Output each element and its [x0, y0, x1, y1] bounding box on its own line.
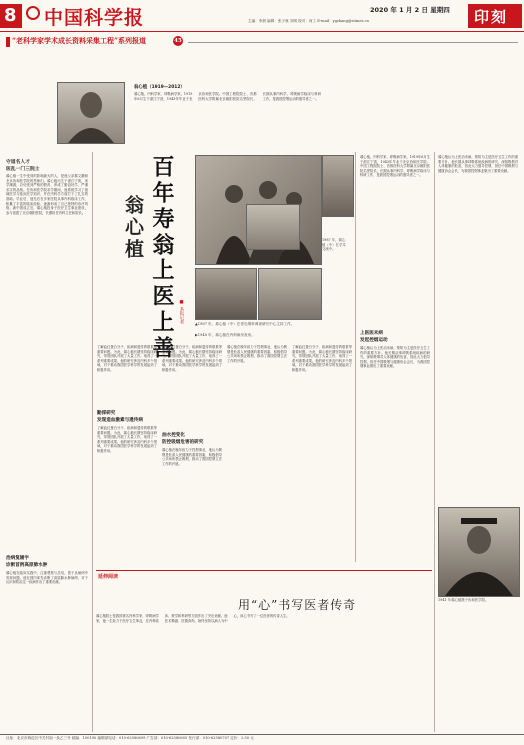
bottom-section-rule: [96, 570, 432, 571]
ward-photo: [258, 268, 322, 320]
headline-title-2: 上医上善: [149, 258, 175, 362]
left-heading-sub: 医乱一门三院士: [6, 166, 40, 172]
editors-line: 主编：李晨 编辑：张子航 刘琪 校对：何工 E-mail：ygzhang@stimes.cn: [248, 19, 369, 23]
middle-heading-sub: 发现造血激素与遗传病: [97, 418, 143, 423]
middle-heading2-sub: 防控吸烟危害的研究: [162, 440, 204, 445]
middle-body-4: 翁心植在晚年致力于控烟事业，他认为吸烟是危害人民健康的重要因素，积极倡导公共场所禁止吸烟，推动了我国控烟立法工作的开展。: [162, 448, 222, 466]
group2-caption: ▶1948 年，翁心植在内科病房查房。: [195, 333, 255, 337]
middle-heading: 勤探研究: [97, 411, 116, 416]
bottom-label: 延伸阅读: [98, 574, 119, 580]
left-body2: 翁心植在临床实践中，注重观察与总结，善于从病例中发现问题。他在国内率先诊断了高原肺水肿病例，对于认识和防治这一疾病作出了重要贡献。: [6, 571, 88, 585]
banner-line: [188, 42, 518, 43]
group1-caption: ▲1987 年，翁心植（中）在青岛烟草调查研究中心主持工作。: [195, 322, 295, 326]
profile-body: 翁心植，内科学家、呼吸病学家。1919年6月生于浙江宁波，1943年毕业于北京协和医学院。中国工程院院士、首都医科大学附属北京朝阳医院名誉院长。长期从事内科学、呼吸病学临床与科研工作，是我国控烟运动的倡导者之一。: [134, 92, 321, 101]
series-banner: [6, 35, 518, 49]
right-body-top: 翁心植，内科学家、呼吸病学家。1919年6月生于浙江宁波，1943年毕业于北京协和医学院。中国工程院院士、首都医科大学附属北京朝阳医院名誉院长。长期从事内科学、呼吸病学临床与科研工作，是我国控烟运动的倡导者之一。: [360, 155, 430, 178]
headline-title-1: 百年寿翁: [149, 155, 175, 259]
page-number: 8: [4, 5, 17, 26]
footer-text: 社址：北京市海淀区中关村南一条乙三号 邮编：100190 编辑部电话：010-62580699 广告部：010-62580605 发行部：010-62580707 定价：2.50 元: [6, 736, 254, 740]
lab-photo: [195, 268, 257, 320]
bottom-portrait-caption: 1941 年翁心植摄于协和医学院。: [438, 598, 489, 602]
portrait-right-photo: [322, 155, 354, 217]
middle-heading2: 油水控变化: [162, 433, 185, 438]
footer-rule: [0, 734, 524, 735]
right-heading: 上医医未病: [360, 331, 383, 336]
graduate-figure-icon: [439, 508, 519, 596]
portrait-figure-icon: [58, 83, 124, 143]
series-title: “老科学家学术成长资料采集工程”系列报道: [12, 36, 147, 45]
headline-byline: ■ 本报记者: [179, 300, 184, 324]
banner-mark: [6, 37, 10, 47]
column-divider-1: [92, 152, 93, 732]
bottom-body: 翁心植院士是我国著名内科学家、呼吸病学家，他一生致力于医疗卫生事业，在内科临床、教学和科研等方面作出了突出贡献。他医术精湛、医德高尚，始终坚持以病人为中心，用心书写了一位医者的传奇人生。: [96, 614, 290, 623]
portrait-top: [57, 82, 125, 144]
headline-intro: [98, 155, 118, 285]
headline-kicker: 翁心植: [122, 195, 144, 261]
middle-body-5: 翁心植在晚年致力于控烟事业，他认为吸烟是危害人民健康的重要因素，积极倡导公共场所禁止吸烟，推动了我国控烟立法工作的开展。: [227, 345, 287, 363]
column-divider-3: [434, 152, 435, 732]
middle-body-6: 了解血红蛋白分子、疾病和遗传的联系等重要问题。为此，翁心植长期坚持临床研究，带领团队开展了大量工作，取得了一系列重要成果。他的研究涉及内科多个领域，对于推动我国医学科学的发展起到了积极作用。: [292, 345, 352, 372]
bottom-title: 用“心”书写医者传奇: [238, 598, 357, 612]
masthead: [0, 0, 524, 32]
left-heading2-sub: 诊断首例高原肺水肿: [6, 563, 48, 568]
right-body: 翁心植认为上医治未病，预防为主是医疗卫生工作的重要方针。他长期从事呼吸系统疾病的研究，深知吸烟对人体健康的危害，因此大力倡导控烟，担任中国吸烟与健康协会会长，为我国控烟事业做出了重要贡献。: [360, 346, 430, 369]
group-photo-small: [246, 204, 300, 250]
left-heading2: 治病复辅宇: [6, 556, 29, 561]
right-heading-sub: 发起控烟运动: [360, 338, 388, 343]
series-number: 45: [174, 38, 182, 44]
section-name: 印刻: [474, 8, 509, 26]
meeting-caption: 1987 年，翁心植（中）在学术交流中。: [322, 238, 346, 252]
middle-body-3: 了解血红蛋白分子、疾病和遗传的联系等重要问题。为此，翁心植长期坚持临床研究，带领团队开展了大量工作，取得了一系列重要成果。他的研究涉及内科多个领域，对于推动我国医学科学的发展起到了积极作用。: [162, 345, 222, 372]
left-body: 翁心植一生中受到的影响最大的人，是他父亲翁文灏和北京协和医学院的恩师们。翁心植出生于浙江宁波，家学渊源，自幼受到严格的教育，养成了勤奋好学、严谨求实的品格。在协和医学院求学期间，他系统学习了基础医学与临床医学知识，并在内科学方面打下了扎实的基础。毕业后，他先后在多家医院从事内科临床工作，积累了丰富的临床经验，逐渐形成了自己独特的诊疗风格。新中国成立后，翁心植投身于医疗卫生事业建设，参与创建了北京朝阳医院，长期担任内科主任和院长。: [6, 174, 88, 215]
far-right-body: 翁心植认为上医治未病，预防为主是医疗卫生工作的重要方针。他长期从事呼吸系统疾病的研究，深知吸烟对人体健康的危害，因此大力倡导控烟，担任中国吸烟与健康协会会长，为我国控烟事业做出了重要贡献。: [438, 155, 518, 173]
paper-name: 中国科学报: [44, 7, 145, 29]
column-divider-2: [355, 152, 356, 562]
profile-heading: 翁心植（1919—2012）: [134, 85, 185, 90]
middle-body-1: 了解血红蛋白分子、疾病和遗传的联系等重要问题。为此，翁心植长期坚持临床研究，带领团队开展了大量工作，取得了一系列重要成果。他的研究涉及内科多个领域，对于推动我国医学科学的发展起到了积极作用。: [97, 345, 157, 372]
middle-body-2: 了解血红蛋白分子、疾病和遗传的联系等重要问题。为此，翁心植长期坚持临床研究，带领团队开展了大量工作，取得了一系列重要成果。他的研究涉及内科多个领域，对于推动我国医学科学的发展起到了积极作用。: [97, 426, 157, 453]
date-line: 2020 年 1 月 2 日 星期四: [370, 6, 450, 14]
bottom-portrait: [438, 507, 520, 597]
paper-logo-icon: [26, 6, 40, 20]
left-heading-small: 守道名人才: [6, 159, 30, 165]
masthead-rule: [0, 31, 524, 32]
